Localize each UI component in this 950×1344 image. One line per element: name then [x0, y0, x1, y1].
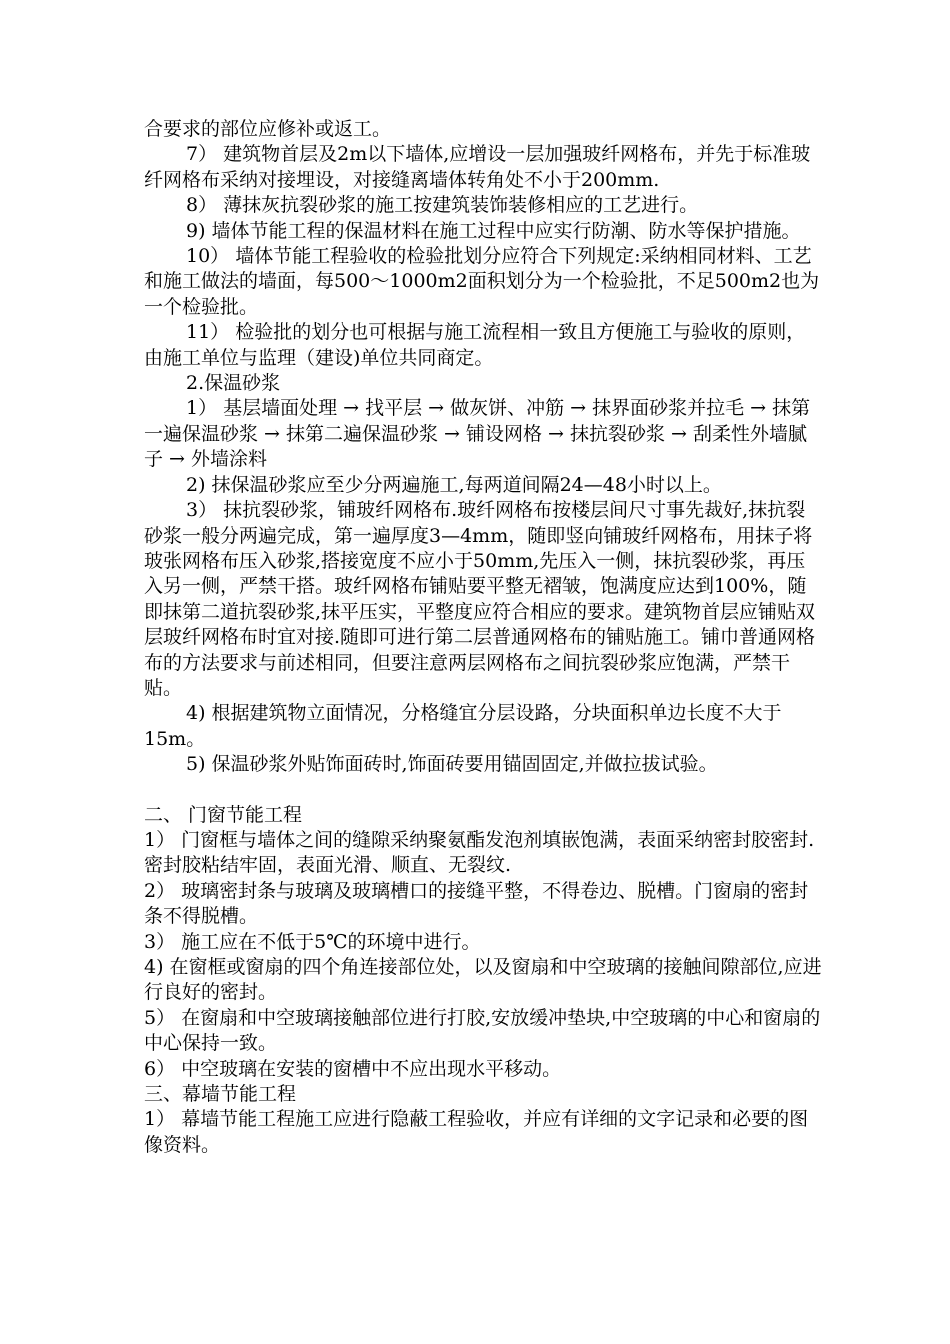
paragraph: 1） 门窗框与墙体之间的缝隙采纳聚氨酯发泡剂填嵌饱满，表面采纳密封胶密封.密封胶粘结牢固，表面光滑、顺直、无裂纹. [144, 828, 815, 877]
paragraph: 3） 抹抗裂砂浆，铺玻纤网格布.玻纤网格布按楼层间尺寸事先裁好,抹抗裂砂浆一般分两遍完成，第一遍厚度3—4mm，随即竖向铺玻纤网格布，用抹子将玻张网格布压入砂浆,搭接宽度不应小于50mm,先压入一侧，抹抗裂砂浆，再压入另一侧，严禁干搭。玻纤网格布铺贴要平整无褶皱，饱满度应达到100%，随即抹第二道抗裂砂浆,抹平压实，平整度应符合相应的要求。建筑物首层应铺贴双层玻纤网格布时宜对接.随即可进行第二层普通网格布的铺贴施工。铺巾普通网格布的方法要求与前述相同，但要注意两层网格布之间抗裂砂浆应饱满，严禁干贴。 [144, 499, 816, 699]
paragraph: 5） 在窗扇和中空玻璃接触部位进行打胶,安放缓冲垫块,中空玻璃的中心和窗扇的中心保持一致。 [144, 1006, 821, 1055]
paragraph: 11） 检验批的划分也可根据与施工流程相一致且方便施工与验收的原则，由施工单位与监理（建设)单位共同商定。 [144, 321, 806, 369]
paragraph: 2） 玻璃密封条与玻璃及玻璃槽口的接缝平整，不得卷边、脱槽。门窗扇的密封条不得脱槽。 [144, 879, 809, 928]
paragraph: 4) 根据建筑物立面情况，分格缝宜分层设路，分块面积单边长度不大于15m。 [144, 702, 782, 750]
section-heading: 2.保温砂浆 [186, 372, 281, 395]
section-heading: 三、幕墙节能工程 [144, 1083, 297, 1106]
paragraph: 合要求的部位应修补或返工。 [144, 118, 392, 140]
paragraph: 10） 墙体节能工程验收的检验批划分应符合下列规定:采纳相同材料、工艺和施工做法的墙面，每500～1000m2面积划分为一个检验批，不足500m2也为一个检验批。 [144, 245, 820, 318]
paragraph: 7） 建筑物首层及2m以下墙体,应增设一层加强玻纤网格布，并先于标准玻纤网格布采纳对接埋设，对接缝离墙体转角处不小于200mm. [144, 143, 811, 191]
blank-line [144, 778, 824, 803]
paragraph: 1） 幕墙节能工程施工应进行隐蔽工程验收，并应有详细的文字记录和必要的图像资料。 [144, 1108, 809, 1156]
paragraph: 3） 施工应在不低于5℃的环境中进行。 [144, 930, 481, 953]
paragraph: 4) 在窗框或窗扇的四个角连接部位处，以及窗扇和中空玻璃的接触间隙部位,应进行良好的密封。 [144, 956, 822, 1004]
paragraph: 9) 墙体节能工程的保温材料在施工过程中应实行防潮、防水等保护措施。 [186, 219, 801, 242]
document-body [144, 117, 824, 1158]
paragraph: 8） 薄抹灰抗裂砂浆的施工按建筑装饰装修相应的工艺进行。 [186, 194, 699, 217]
paragraph: 1） 基层墙面处理 → 找平层 → 做灰饼、冲筋 → 抹界面砂浆并拉毛 → 抹第一遍保温砂浆 → 抹第二遍保温砂浆 → 铺设网格 → 抹抗裂砂浆 → 刮柔性外墙腻子 → 外墙涂料 [144, 397, 811, 471]
paragraph: 5) 保温砂浆外贴饰面砖时,饰面砖要用锚固固定,并做拉拔试验。 [186, 753, 718, 776]
paragraph: 6） 中空玻璃在安装的窗槽中不应出现水平移动。 [144, 1057, 562, 1080]
paragraph: 2) 抹保温砂浆应至少分两遍施工,每两道间隔24—48小时以上。 [186, 473, 722, 496]
section-heading: 二、 门窗节能工程 [144, 803, 303, 826]
